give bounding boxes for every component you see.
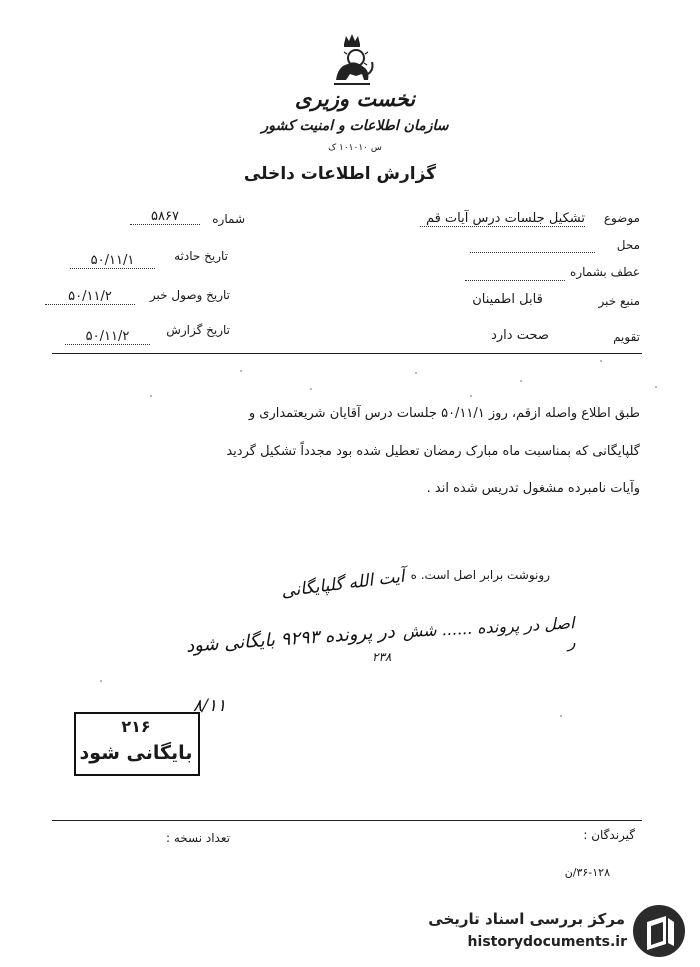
incident-date-label: تاریخ حادثه xyxy=(174,249,228,263)
subject-value: تشکیل جلسات درس آیات قم xyxy=(420,211,585,227)
organization-name: سازمان اطلاعات و امنیت کشور xyxy=(261,118,449,134)
place-label: محل xyxy=(616,238,640,252)
place-value-line xyxy=(470,252,595,253)
receipt-date-label: تاریخ وصول خبر xyxy=(149,288,230,302)
stamp-number: ۲۱۶ xyxy=(121,717,151,736)
archive-stamp xyxy=(74,712,200,776)
copies-label: تعداد نسخه : xyxy=(165,831,230,845)
office-title: نخست وزیری xyxy=(294,86,416,111)
header-divider xyxy=(52,353,642,354)
number-value: ۵۸۶۷ xyxy=(130,209,200,225)
source-value: قابل اطمینان xyxy=(472,292,543,307)
archive-center-name: مرکز بررسی اسناد تاریخی xyxy=(428,910,625,928)
report-date-label: تاریخ گزارش xyxy=(166,323,230,337)
body-line-3: وآیات نامبرده مشغول تدریس شده اند . xyxy=(426,481,640,496)
handwritten-line-1: آیت الله گلپایگانی xyxy=(280,566,406,602)
evaluation-label: تقویم xyxy=(613,330,640,344)
incident-date-value: ۵۰/۱۱/۱ xyxy=(70,253,155,269)
receipt-date-value: ۵۰/۱۱/۲ xyxy=(45,289,135,305)
reference-label: عطف بشماره xyxy=(570,265,640,279)
archive-logo-icon xyxy=(630,902,688,960)
handwritten-initials: ۸/۱۱ xyxy=(193,696,227,716)
reference-value-line xyxy=(465,280,565,281)
copy-note: رونوشت برابر اصل است. ه xyxy=(410,568,550,582)
organization-code: س ۱۰۱۰۱۰ ک xyxy=(328,143,382,153)
footer-divider xyxy=(52,820,642,821)
source-label: منبع خبر xyxy=(598,294,640,308)
subject-label: موضوع xyxy=(603,211,640,225)
lion-sun-emblem-icon xyxy=(322,30,382,90)
report-date-value: ۵۰/۱۱/۲ xyxy=(65,329,150,345)
evaluation-value: صحت دارد xyxy=(491,328,549,343)
handwritten-line-2b: در پرونده ۹۲۹۳ بایگانی شود xyxy=(185,621,396,657)
body-line-1: طبق اطلاع واصله ازقم، روز ۵۰/۱۱/۱ جلسات درس آقایان شریعتمداری و xyxy=(248,406,640,421)
handwritten-number: ۲۳۸ xyxy=(372,650,392,664)
report-title: گزارش اطلاعات داخلی xyxy=(243,164,437,184)
form-code: ۳۶-۱۲۸/ن xyxy=(564,866,610,879)
archive-website: historydocuments.ir xyxy=(467,934,627,950)
handwritten-line-2: اصل در پرونده ...... شش ر xyxy=(402,613,576,652)
recipients-label: گیرندگان : xyxy=(583,828,635,842)
stamp-text: بایگانی شود xyxy=(79,742,193,764)
number-label: شماره xyxy=(212,212,245,226)
body-line-2: گلپایگانی که بمناسبت ماه مبارک رمضان تعطیل شده بود مجدداً تشکیل گردید xyxy=(226,444,640,459)
